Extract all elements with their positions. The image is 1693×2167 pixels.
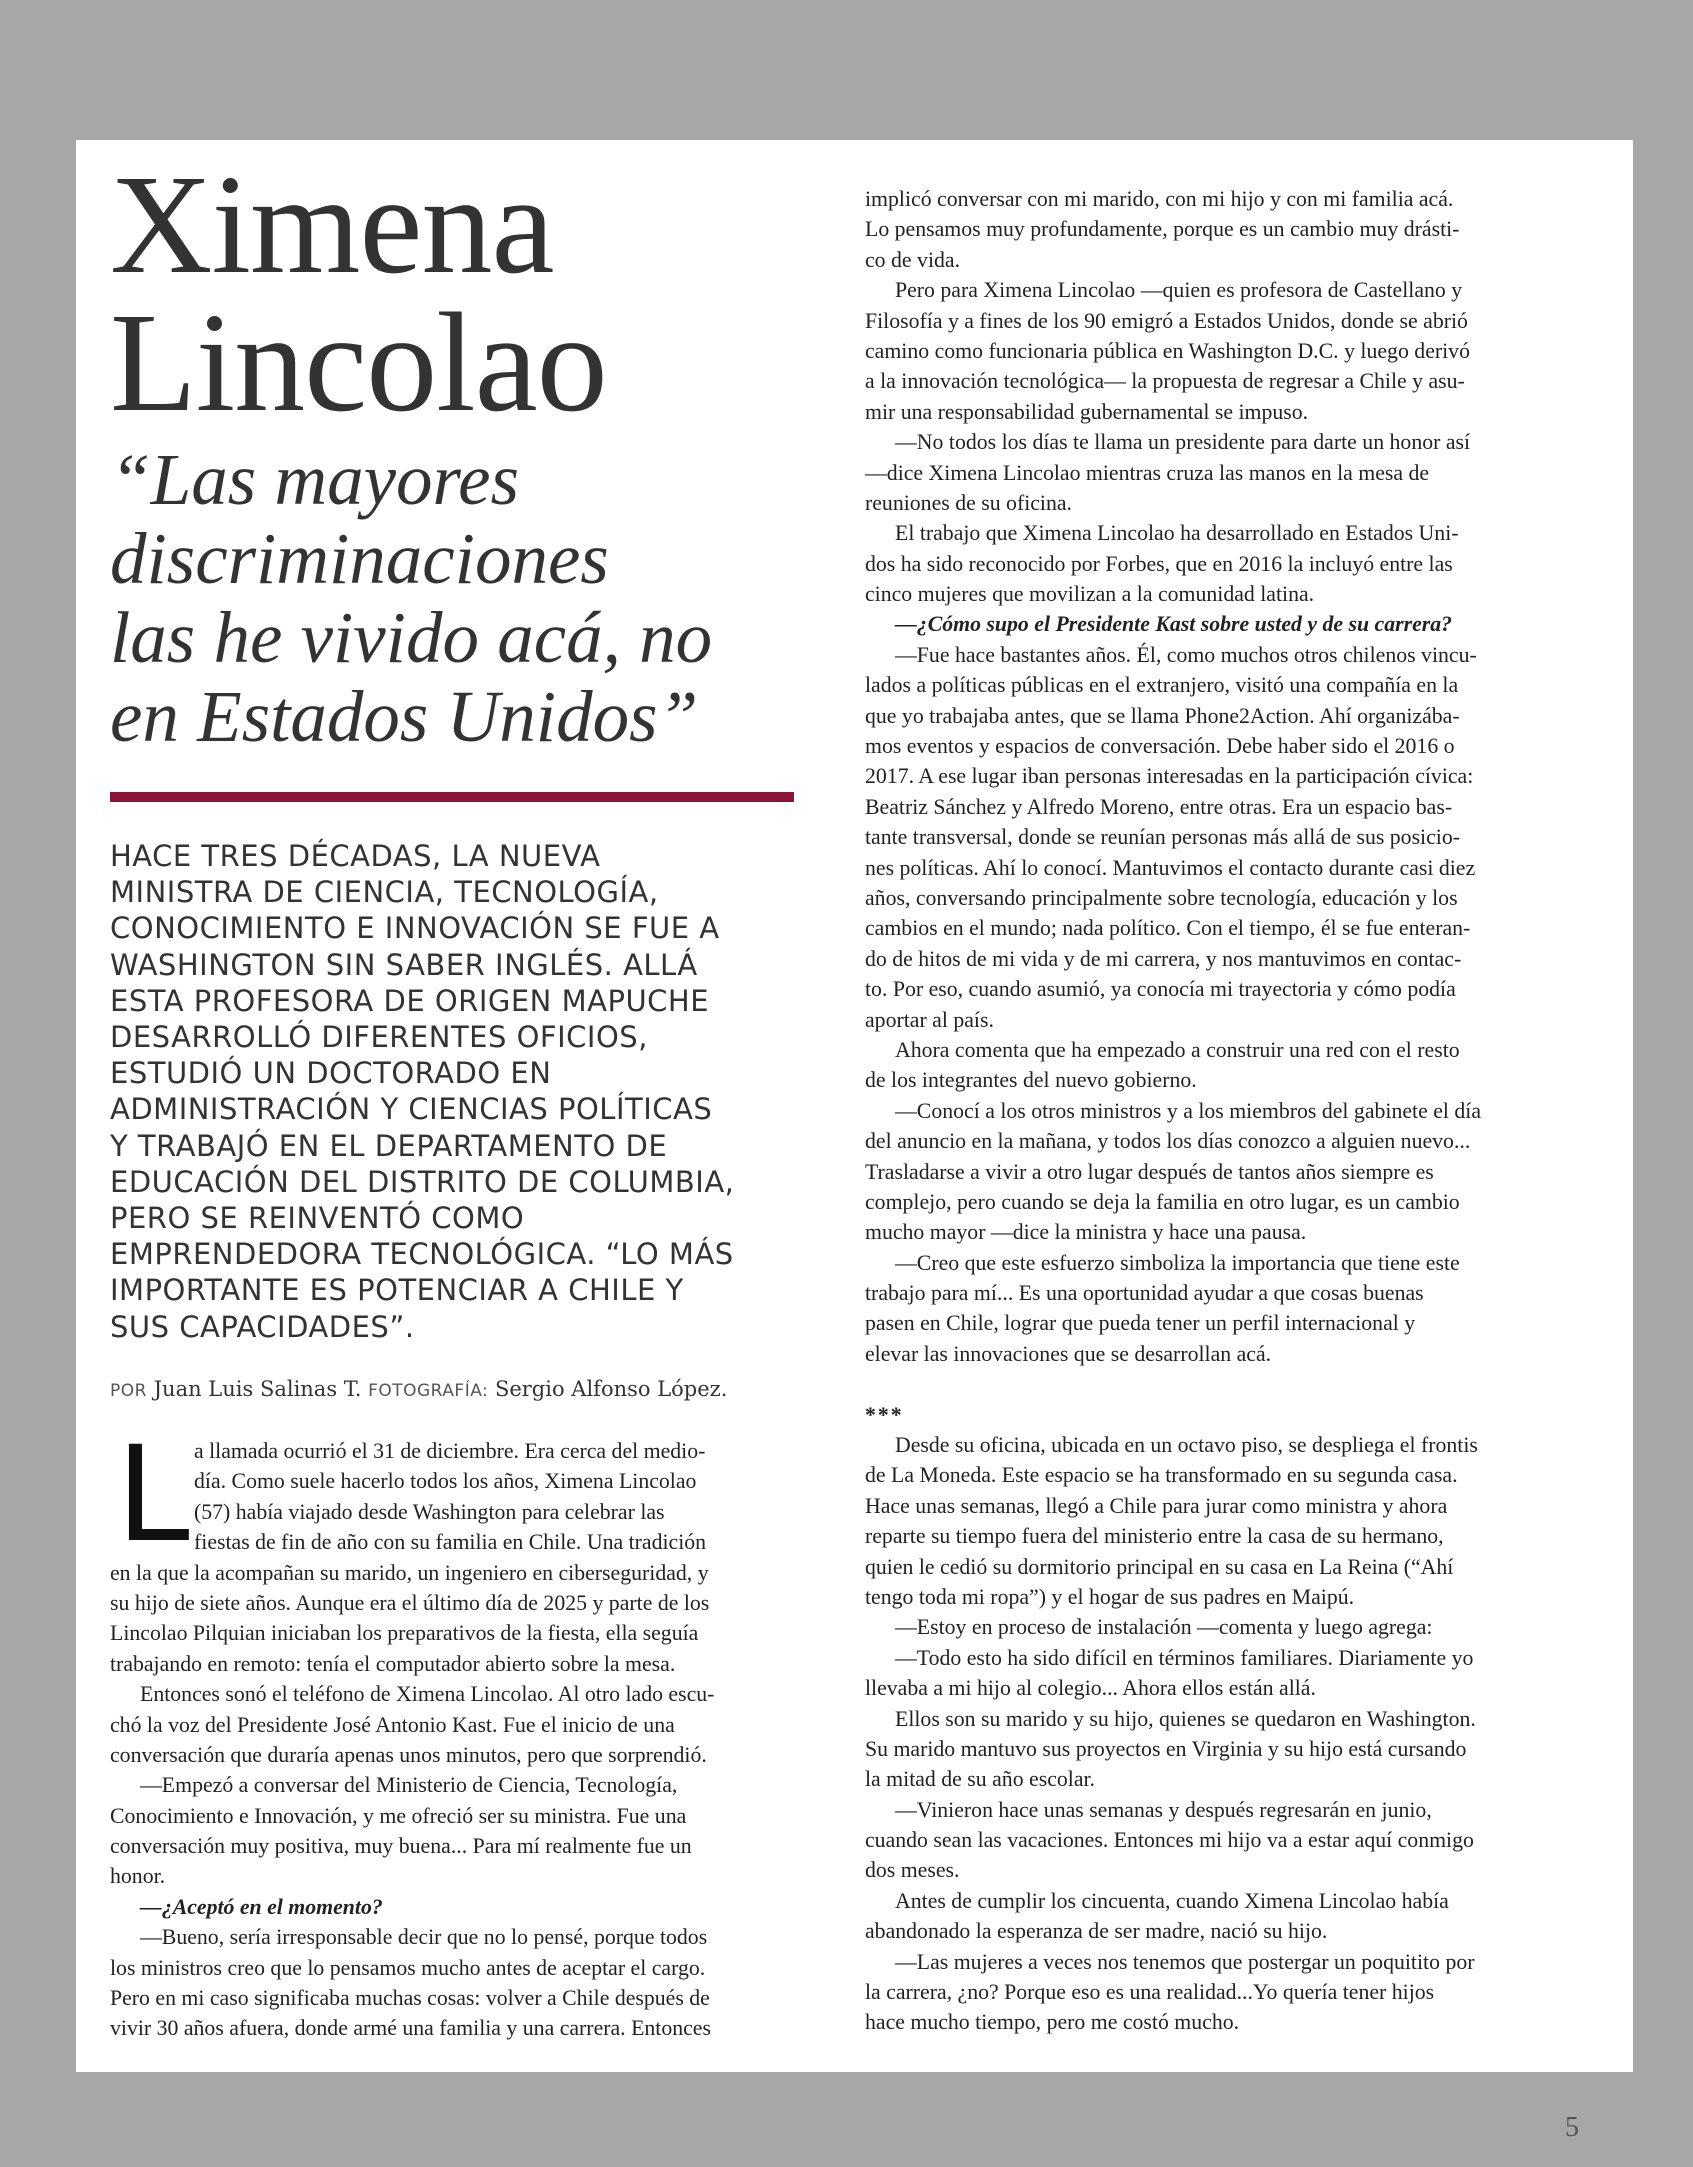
body-line: fiestas de fin de año con su familia en Chile. Una tradición xyxy=(194,1530,707,1555)
section-break: *** xyxy=(865,1402,904,1427)
body-line: trabajando en remoto: tenía el computador abierto sobre la mesa. xyxy=(110,1651,676,1676)
body-column-left xyxy=(110,1418,828,2044)
body-line: chó la voz del Presidente José Antonio Kast. Fue el inicio de una xyxy=(110,1712,675,1737)
body-line: abandonado la esperanza de ser madre, nació su hijo. xyxy=(865,1919,1328,1944)
body-line: co de vida. xyxy=(865,247,961,272)
quote-line: en Estados Unidos” xyxy=(110,676,699,757)
body-line: —Conocí a los otros ministros y a los miembros del gabinete el día xyxy=(895,1098,1482,1123)
byline-por-label: POR xyxy=(110,1381,147,1401)
byline-photo-label: FOTOGRAFÍA: xyxy=(368,1381,489,1401)
body-line: vivir 30 años afuera, donde armé una familia y una carrera. Entonces xyxy=(110,2016,711,2041)
body-line xyxy=(865,1369,1585,1399)
body-line: mos eventos y espacios de conversación. Debe haber sido el 2016 o xyxy=(865,734,1455,759)
pull-quote xyxy=(110,440,840,756)
lead-line: HACE TRES DÉCADAS, LA NUEVA xyxy=(110,839,601,873)
body-line: Desde su oficina, ubicada en un octavo piso, se despliega el frontis xyxy=(895,1433,1478,1458)
body-line: en la que la acompañan su marido, un ingeniero en ciberseguridad, y xyxy=(110,1560,709,1585)
body-line: tante transversal, donde se reunían personas más allá de sus posicio- xyxy=(865,825,1460,850)
body-line: camino como funcionaria pública en Washington D.C. y luego derivó xyxy=(865,338,1470,363)
byline-author: Juan Luis Salinas T. xyxy=(153,1377,362,1401)
body-line: Filosofía y a fines de los 90 emigró a Estados Unidos, donde se abrió xyxy=(865,308,1468,333)
lead-line: PERO SE REINVENTÓ COMO xyxy=(110,1201,525,1236)
body-line: —Todo esto ha sido difícil en términos familiares. Diariamente yo xyxy=(895,1645,1474,1670)
body-line: Lo pensamos muy profundamente, porque es un cambio muy drásti- xyxy=(865,217,1460,242)
body-line: Ahora comenta que ha empezado a construir una red con el resto xyxy=(895,1037,1460,1062)
body-line: cinco mujeres que movilizan a la comunidad latina. xyxy=(865,582,1315,607)
body-line: —Vinieron hace unas semanas y después regresarán en junio, xyxy=(895,1797,1432,1822)
body-line: reparte su tiempo fuera del ministerio entre la casa de su hermano, xyxy=(865,1524,1444,1549)
accent-divider xyxy=(110,792,794,802)
body-line: honor. xyxy=(110,1864,166,1889)
body-line: Beatriz Sánchez y Alfredo Moreno, entre otras. Era un espacio bas- xyxy=(865,794,1453,819)
lead-line: ADMINISTRACIÓN Y CIENCIAS POLÍTICAS xyxy=(110,1092,713,1127)
body-line: Lincolao Pilquian iniciaban los preparativos de la fiesta, ella seguía xyxy=(110,1621,699,1646)
interview-question: —¿Aceptó en el momento? xyxy=(140,1894,383,1919)
body-line: to. Por eso, cuando asumió, ya conocía mi trayectoria y cómo podía xyxy=(865,977,1456,1002)
body-line: do de hitos de mi vida y de mi carrera, y nos mantuvimos en contac- xyxy=(865,946,1462,971)
lead-line: CONOCIMIENTO E INNOVACIÓN SE FUE A xyxy=(110,911,720,946)
body-line: (57) había viajado desde Washington para celebrar las xyxy=(194,1499,665,1524)
body-line: Pero para Ximena Lincolao —quien es profesora de Castellano y xyxy=(895,278,1463,303)
lead-line: ESTUDIÓ UN DOCTORADO EN xyxy=(110,1056,552,1091)
body-line: hace mucho tiempo, pero me costó mucho. xyxy=(865,2010,1240,2035)
body-line: —Creo que este esfuerzo simboliza la importancia que tiene este xyxy=(895,1250,1460,1275)
body-line: nes políticas. Ahí lo conocí. Mantuvimos el contacto durante casi diez xyxy=(865,855,1476,880)
title-line: Ximena xyxy=(110,145,554,303)
body-line: Trasladarse a vivir a otro lugar después de tantos años siempre es xyxy=(865,1159,1434,1184)
body-column-right xyxy=(865,184,1585,2038)
body-line: reuniones de su oficina. xyxy=(865,490,1073,515)
body-line: lados a políticas públicas en el extranjero, visitó una compañía en la xyxy=(865,673,1459,698)
body-line: cambios en el mundo; nada político. Con el tiempo, él se fue enteran- xyxy=(865,916,1471,941)
article-lead xyxy=(110,838,830,1345)
quote-line: discriminaciones xyxy=(110,518,609,599)
body-line: de los integrantes del nuevo gobierno. xyxy=(865,1068,1197,1093)
body-line: —Empezó a conversar del Ministerio de Ciencia, Tecnología, xyxy=(140,1773,678,1798)
body-line: dos meses. xyxy=(865,1858,960,1883)
body-line: —dice Ximena Lincolao mientras cruza las manos en la mesa de xyxy=(865,460,1430,485)
byline xyxy=(110,1377,830,1401)
body-line: 2017. A ese lugar iban personas interesadas en la participación cívica: xyxy=(865,764,1474,789)
body-line: mucho mayor —dice la ministra y hace una pausa. xyxy=(865,1220,1307,1245)
body-line: a la innovación tecnológica— la propuesta de regresar a Chile y asu- xyxy=(865,369,1465,394)
body-line: su hijo de siete años. Aunque era el último día de 2025 y parte de los xyxy=(110,1590,710,1615)
body-line: Entonces sonó el teléfono de Ximena Lincolao. Al otro lado escu- xyxy=(140,1682,715,1707)
body-line: de La Moneda. Este espacio se ha transformado en su segunda casa. xyxy=(865,1463,1458,1488)
body-line: años, conversando principalmente sobre tecnología, educación y los xyxy=(865,885,1458,910)
lead-line: IMPORTANTE ES POTENCIAR A CHILE Y xyxy=(110,1273,684,1308)
body-line: los ministros creo que lo pensamos mucho antes de aceptar el cargo. xyxy=(110,1955,706,1980)
body-line: llevaba a mi hijo al colegio... Ahora ellos están allá. xyxy=(865,1676,1316,1701)
body-line: —Bueno, sería irresponsable decir que no lo pensé, porque todos xyxy=(140,1925,708,1950)
body-line: la carrera, ¿no? Porque eso es una realidad...Yo quería tener hijos xyxy=(865,1980,1435,2005)
article-title xyxy=(110,145,840,441)
title-line: Lincolao xyxy=(110,283,607,441)
body-line: El trabajo que Ximena Lincolao ha desarrollado en Estados Uni- xyxy=(895,521,1459,546)
body-line: elevar las innovaciones que se desarrollan acá. xyxy=(865,1341,1272,1366)
body-line: tengo toda mi ropa”) y el hogar de sus padres en Maipú. xyxy=(865,1584,1355,1609)
lead-line: Y TRABAJÓ EN EL DEPARTAMENTO DE xyxy=(110,1128,668,1163)
body-line: Ellos son su marido y su hijo, quienes se quedaron en Washington. xyxy=(895,1706,1476,1731)
body-line: —Las mujeres a veces nos tenemos que postergar un poquitito por xyxy=(895,1949,1475,1974)
body-line: Su marido mantuvo sus proyectos en Virginia y su hijo está cursando xyxy=(865,1736,1467,1761)
body-line: —No todos los días te llama un presidente para darte un honor así xyxy=(895,430,1471,455)
body-line: trabajo para mí... Es una oportunidad ayudar a que cosas buenas xyxy=(865,1281,1424,1306)
page-number: 5 xyxy=(1565,2112,1579,2143)
body-line: que yo trabajaba antes, que se llama Phone2Action. Ahí organizába- xyxy=(865,703,1460,728)
body-line: Conocimiento e Innovación, y me ofreció ser su ministra. Fue una xyxy=(110,1803,687,1828)
interview-question: —¿Cómo supo el Presidente Kast sobre usted y de su carrera? xyxy=(895,612,1453,637)
lead-line: ESTA PROFESORA DE ORIGEN MAPUCHE xyxy=(110,983,710,1018)
body-line: implicó conversar con mi marido, con mi hijo y con mi familia acá. xyxy=(865,187,1454,211)
quote-line: “Las mayores xyxy=(110,439,519,520)
body-line: Antes de cumplir los cincuenta, cuando Ximena Lincolao había xyxy=(895,1888,1449,1913)
body-line: mir una responsabilidad gubernamental se impuso. xyxy=(865,399,1309,424)
body-line: conversación muy positiva, muy buena... Para mí realmente fue un xyxy=(110,1834,692,1859)
lead-line: DESARROLLÓ DIFERENTES OFICIOS, xyxy=(110,1020,648,1055)
lead-line: MINISTRA DE CIENCIA, TECNOLOGÍA, xyxy=(110,875,659,910)
body-line: pasen en Chile, lograr que pueda tener un perfil internacional y xyxy=(865,1311,1416,1336)
body-line: dos ha sido reconocido por Forbes, que en 2016 la incluyó entre las xyxy=(865,551,1453,576)
body-line: día. Como suele hacerlo todos los años, Ximena Lincolao xyxy=(194,1469,697,1494)
byline-photographer: Sergio Alfonso López. xyxy=(494,1377,728,1401)
body-line: quien le cedió su dormitorio principal en su casa en La Reina (“Ahí xyxy=(865,1554,1454,1579)
lead-line: WASHINGTON SIN SABER INGLÉS. ALLÁ xyxy=(110,947,698,982)
body-line: —Estoy en proceso de instalación —comenta y luego agrega: xyxy=(895,1615,1433,1640)
body-line: la mitad de su año escolar. xyxy=(865,1767,1096,1792)
body-line: aportar al país. xyxy=(865,1007,994,1032)
quote-line: las he vivido acá, no xyxy=(110,597,713,678)
body-line: del anuncio en la mañana, y todos los días conozco a alguien nuevo... xyxy=(865,1129,1471,1154)
lead-line: SUS CAPACIDADES”. xyxy=(110,1309,415,1344)
lead-line: EMPRENDEDORA TECNOLÓGICA. “LO MÁS xyxy=(110,1237,734,1272)
body-line: —Fue hace bastantes años. Él, como muchos otros chilenos vincu- xyxy=(895,642,1477,667)
body-line: conversación que duraría apenas unos minutos, pero que sorprendió. xyxy=(110,1742,707,1767)
body-line: Hace unas semanas, llegó a Chile para jurar como ministra y ahora xyxy=(865,1493,1448,1518)
drop-cap: L xyxy=(116,1418,190,1572)
lead-line: EDUCACIÓN DEL DISTRITO DE COLUMBIA, xyxy=(110,1164,735,1199)
body-line: complejo, pero cuando se deja la familia en otro lugar, es un cambio xyxy=(865,1189,1460,1214)
body-line: Pero en mi caso significaba muchas cosas: volver a Chile después de xyxy=(110,1986,710,2011)
body-line: a llamada ocurrió el 31 de diciembre. Era cerca del medio- xyxy=(194,1439,706,1463)
body-line: cuando sean las vacaciones. Entonces mi hijo va a estar aquí conmigo xyxy=(865,1828,1474,1853)
